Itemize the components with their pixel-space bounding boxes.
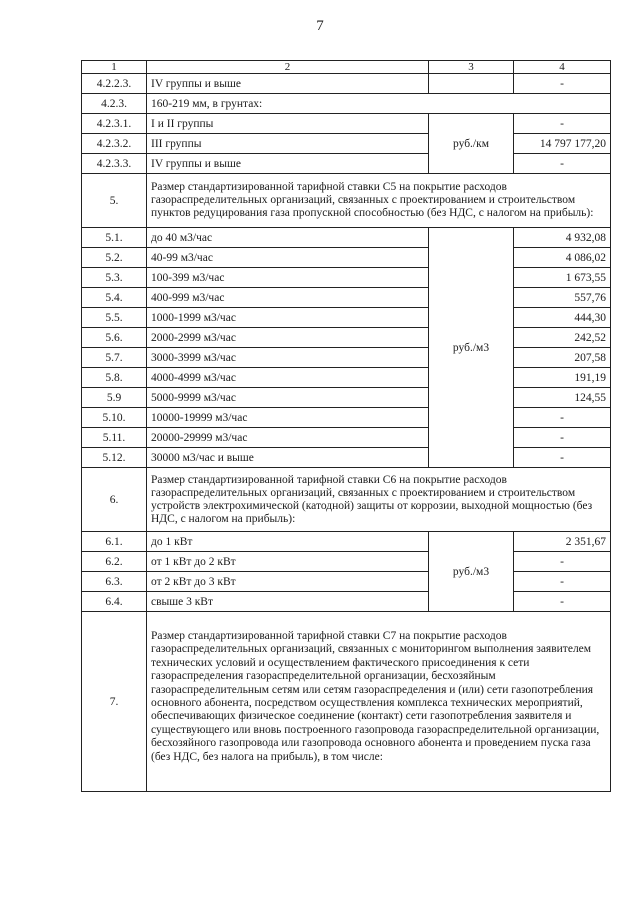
row-number: 5.2.	[82, 248, 147, 268]
row-number: 5.3.	[82, 268, 147, 288]
row-description: III группы	[147, 134, 429, 154]
section-header-row	[82, 612, 611, 792]
table-row	[82, 248, 611, 268]
row-description: 100-399 м3/час	[147, 268, 429, 288]
row-number: 6.4.	[82, 592, 147, 612]
table-row	[82, 572, 611, 592]
row-description: IV группы и выше	[147, 74, 429, 94]
table-row	[82, 408, 611, 428]
row-unit: руб./м3	[429, 228, 514, 468]
row-number: 6.3.	[82, 572, 147, 592]
row-description: 400-999 м3/час	[147, 288, 429, 308]
section-description: Размер стандартизированной тарифной ставки С6 на покрытие расходов газораспределительных организаций, связанных с проектированием и строительством устройств электрохимической (катодной) защиты от коррозии, выходной мощностью (без НДС, с налогом на прибыль):	[147, 468, 611, 532]
row-description: 160-219 мм, в грунтах:	[147, 94, 611, 114]
row-description: 2000-2999 м3/час	[147, 328, 429, 348]
row-description: 3000-3999 м3/час	[147, 348, 429, 368]
row-value: -	[514, 592, 611, 612]
row-value: -	[514, 74, 611, 94]
row-description: 30000 м3/час и выше	[147, 448, 429, 468]
row-number: 4.2.2.3.	[82, 74, 147, 94]
table-row	[82, 448, 611, 468]
row-description: до 1 кВт	[147, 532, 429, 552]
table-row	[82, 428, 611, 448]
table-row	[82, 308, 611, 328]
row-description: 4000-4999 м3/час	[147, 368, 429, 388]
row-value: -	[514, 408, 611, 428]
section-number: 7.	[82, 612, 147, 792]
table-row	[82, 114, 611, 134]
table-row	[82, 348, 611, 368]
column-header: 2	[147, 61, 429, 74]
row-value: 1 673,55	[514, 268, 611, 288]
table-row	[82, 134, 611, 154]
row-value: 4 932,08	[514, 228, 611, 248]
row-unit	[429, 74, 514, 94]
row-number: 5.5.	[82, 308, 147, 328]
row-value: -	[514, 572, 611, 592]
section-number: 6.	[82, 468, 147, 532]
row-value: -	[514, 448, 611, 468]
row-value: -	[514, 552, 611, 572]
table-row	[82, 368, 611, 388]
table-row	[82, 228, 611, 248]
row-description: 10000-19999 м3/час	[147, 408, 429, 428]
section-description: Размер стандартизированной тарифной ставки С7 на покрытие расходов газораспределительных организаций, связанных с мониторингом выполнения заявителем технических условий и осуществлением фактического присоединения к сети газораспределения газораспределительной организации, бесхозяйным газораспределительным сетям или сетям газораспределения и (или) сети газопотребления основного абонента, посредством осуществления комплекса технических мероприятий, обеспечивающих физическое соединение (контакт) сети газопотребления заявителя и существующего или вновь построенного газопровода газораспределительной организации, бесхозяйного газопровода или газопровода основного абонента и проведением пуска газа (без НДС, без налога на прибыль), в том числе:	[147, 612, 611, 792]
row-value: 124,55	[514, 388, 611, 408]
table-row	[82, 552, 611, 572]
column-header: 3	[429, 61, 514, 74]
row-number: 5.12.	[82, 448, 147, 468]
row-description: 20000-29999 м3/час	[147, 428, 429, 448]
table-row	[82, 268, 611, 288]
row-unit: руб./м3	[429, 532, 514, 612]
table-row	[82, 328, 611, 348]
table-row	[82, 592, 611, 612]
row-number: 5.7.	[82, 348, 147, 368]
row-value: 4 086,02	[514, 248, 611, 268]
row-value: 2 351,67	[514, 532, 611, 552]
row-number: 6.1.	[82, 532, 147, 552]
section-header-row	[82, 174, 611, 228]
row-value: 207,58	[514, 348, 611, 368]
column-header-row	[82, 61, 611, 74]
row-description: 5000-9999 м3/час	[147, 388, 429, 408]
row-number: 5.9	[82, 388, 147, 408]
row-value: 14 797 177,20	[514, 134, 611, 154]
tariff-table	[81, 60, 611, 792]
row-value: -	[514, 114, 611, 134]
row-number: 4.2.3.2.	[82, 134, 147, 154]
row-value: -	[514, 428, 611, 448]
table-row	[82, 154, 611, 174]
table-row	[82, 388, 611, 408]
table-row	[82, 74, 611, 94]
row-value: 444,30	[514, 308, 611, 328]
row-number: 4.2.3.	[82, 94, 147, 114]
row-value: -	[514, 154, 611, 174]
row-description: 40-99 м3/час	[147, 248, 429, 268]
section-description: Размер стандартизированной тарифной ставки С5 на покрытие расходов газораспределительных организаций, связанных с проектированием и строительством пунктов редуцирования газа пропускной способностью (без НДС, с налогом на прибыль):	[147, 174, 611, 228]
row-value: 191,19	[514, 368, 611, 388]
row-number: 5.8.	[82, 368, 147, 388]
row-number: 4.2.3.1.	[82, 114, 147, 134]
column-header: 1	[82, 61, 147, 74]
column-header: 4	[514, 61, 611, 74]
row-description: от 1 кВт до 2 кВт	[147, 552, 429, 572]
row-number: 5.1.	[82, 228, 147, 248]
table-row	[82, 94, 611, 114]
row-number: 5.11.	[82, 428, 147, 448]
table-row	[82, 288, 611, 308]
section-header-row	[82, 468, 611, 532]
row-number: 5.6.	[82, 328, 147, 348]
row-value: 557,76	[514, 288, 611, 308]
row-description: IV группы и выше	[147, 154, 429, 174]
table-row	[82, 532, 611, 552]
row-unit: руб./км	[429, 114, 514, 174]
row-description: 1000-1999 м3/час	[147, 308, 429, 328]
row-value: 242,52	[514, 328, 611, 348]
row-number: 5.10.	[82, 408, 147, 428]
row-number: 5.4.	[82, 288, 147, 308]
row-number: 4.2.3.3.	[82, 154, 147, 174]
row-number: 6.2.	[82, 552, 147, 572]
section-number: 5.	[82, 174, 147, 228]
row-description: от 2 кВт до 3 кВт	[147, 572, 429, 592]
page-number: 7	[316, 18, 324, 34]
row-description: до 40 м3/час	[147, 228, 429, 248]
row-description: свыше 3 кВт	[147, 592, 429, 612]
row-description: I и II группы	[147, 114, 429, 134]
